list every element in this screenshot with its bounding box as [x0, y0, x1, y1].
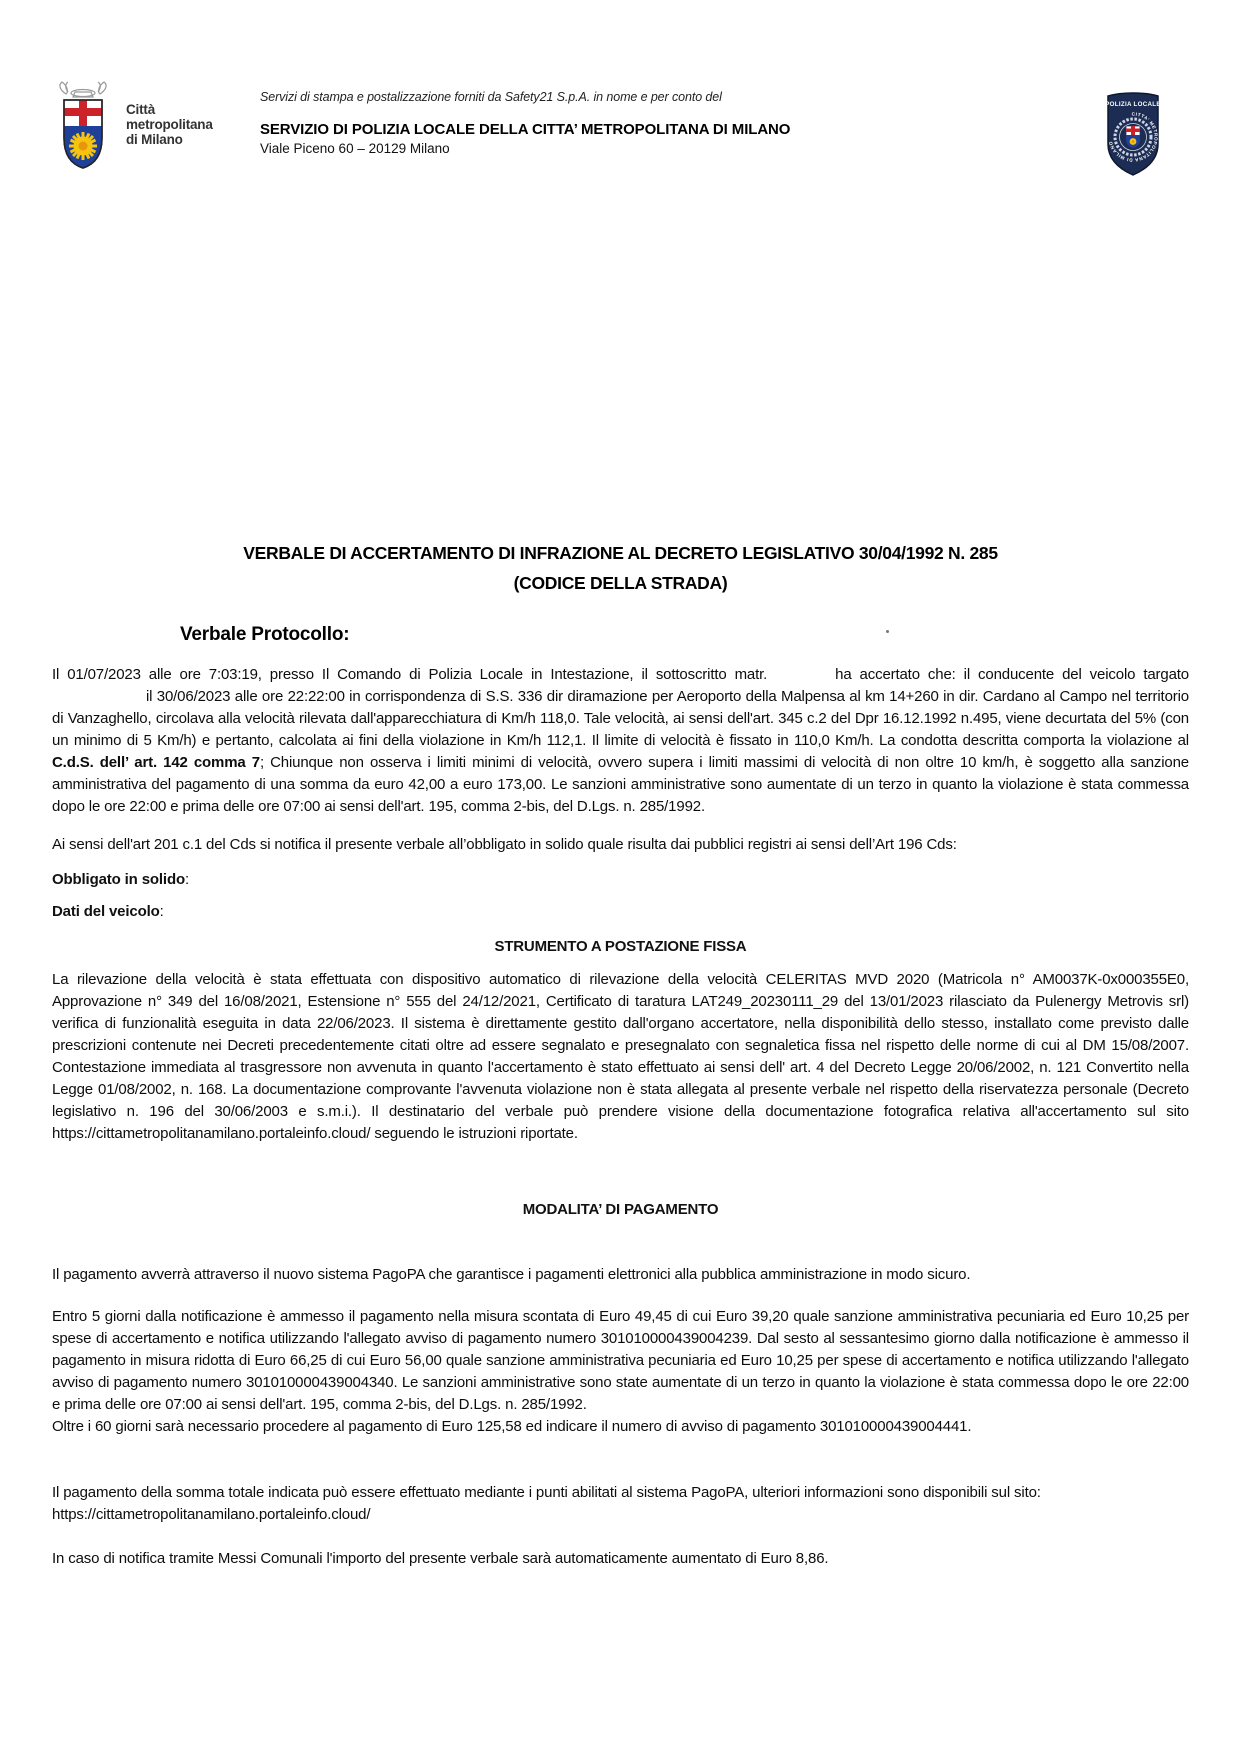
document-title-line1: VERBALE DI ACCERTAMENTO DI INFRAZIONE AL DECRETO LEGISLATIVO 30/04/1992 N. 285	[243, 543, 998, 563]
badge-ring-text: CITTA’ METROPOLITANA DI MILANO	[1107, 111, 1159, 163]
violated-article-bold: C.d.S. dell’ art. 142 comma 7	[52, 754, 260, 771]
logo-line-3: di Milano	[126, 132, 183, 147]
protocol-heading: Verbale Protocollo:	[180, 624, 350, 645]
citta-metropolitana-shield-icon	[52, 80, 114, 172]
messi-comunali-note: In caso di notifica tramite Messi Comunali l'importo del presente verbale sarà automaticamente aumentato di Euro 8,86.	[52, 1550, 829, 1567]
veicolo-label: Dati del veicolo	[52, 903, 160, 920]
polizia-locale-badge-icon	[1104, 92, 1162, 176]
badge-top-label: POLIZIA LOCALE	[1105, 101, 1161, 108]
payment-total-paragraph	[52, 1482, 1189, 1526]
document-header	[0, 0, 1241, 172]
pagamento-section-heading: MODALITA’ DI PAGAMENTO	[522, 1201, 719, 1218]
payment-amounts-paragraph: Entro 5 giorni dalla notificazione è ammesso il pagamento nella misura scontata di Euro 49,45 di cui Euro 39,20 quale sanzione amministrativa pecuniaria ed Euro 10,25 per spese di accertamento e notifica utilizzando l'allegato avviso di pagamento numero 301010000439004239. Dal sesto al sessantesimo giorno dalla notificazione è ammesso il pagamento in misura ridotta di Euro 66,25 di cui Euro 56,00 quale sanzione amministrativa pecuniaria ed Euro 10,25 per spese di accertamento e notifica utilizzando l'allegato avviso di pagamento numero 301010000439004340. Le sanzioni amministrative sono state aumentate di un terzo in quanto la violazione è stata commessa dopo le ore 22:00 e prima delle ore 07:00 ai sensi dell'art. 195, comma 2-bis, del D.Lgs. n. 285/1992.	[52, 1308, 1189, 1413]
violation-statement-paragraph	[52, 664, 1189, 818]
badge-center-emblem	[1126, 126, 1140, 148]
logo-line-1: Città	[126, 102, 155, 117]
obbligato-label-line	[52, 871, 1189, 888]
notification-paragraph: Ai sensi dell'art 201 c.1 del Cds si notifica il presente verbale all’obbligato in solido quale risulta dai pubblici registri ai sensi dell’Art 196 Cds:	[52, 836, 957, 853]
violation-part3: il 30/06/2023 alle ore 22:22:00 in corrispondenza di S.S. 336 dir diramazione per Aeroporto della Malpensa al km 14+260 in dir. Cardano al Campo nel territorio di Vanzaghello, circolava alla velocità rilevata dall'apparecchiatura di Km/h 118,0. Tale velocità, ai sensi dell'art. 345 c.2 del Dpr 16.12.1992 n.495, viene decurtata del 5% (con un minimo di 5 Km/h) e pertanto, calcolata ai fini della violazione in Km/h 112,1. Il limite di velocità è fissato in 110,0 Km/h. La condotta descritta comporta la violazione al	[52, 688, 1189, 749]
citta-metropolitana-logo	[52, 86, 260, 172]
payment-info-url: https://cittametropolitanamilano.portaleinfo.cloud/	[52, 1506, 371, 1523]
obbligato-colon: :	[184, 871, 190, 888]
violation-part1: Il 01/07/2023 alle ore 7:03:19, presso Il Comando di Polizia Locale in Intestazione, il sottoscritto matr.	[52, 666, 768, 683]
authority-address: Viale Piceno 60 – 20129 Milano	[260, 141, 450, 156]
document-title-line2: (CODICE DELLA STRADA)	[513, 573, 728, 593]
issuing-authority: SERVIZIO DI POLIZIA LOCALE DELLA CITTA’ METROPOLITANA DI MILANO	[260, 121, 791, 138]
device-description-paragraph: La rilevazione della velocità è stata effettuata con dispositivo automatico di rilevazione della velocità CELERITAS MVD 2020 (Matricola n° AM0037K-0x000355E0, Approvazione n° 349 del 16/08/2021, Estensione n° 555 del 24/12/2021, Certificato di taratura LAT249_20230111_29 del 13/01/2023 rilasciato da Pulenergy Metrovis srl) verifica di funzionalità eseguita in data 22/06/2023. Il sistema è direttamente gestito dall'organo accertatore, nella disponibilità dello stesso, installato come previsto dalle prescrizioni contenute nei Decreti precedentemente citati oltre ad essere segnalato e presegnalato con segnaletica fissa nel rispetto delle norme di cui al DM 15/08/2007. Contestazione immediata al trasgressore non avvenuta in quanto l'accertamento è stato effettuato ai sensi dell' art. 4 del Decreto Legge 20/06/2002, n. 121 Convertito nella Legge 01/08/2002, n. 168. La documentazione comprovante l'avvenuta violazione non è stata allegata al presente verbale nel rispetto della riservatezza personale (Decreto legislativo n. 196 del 30/06/2003 e s.m.i.). Il destinatario del verbale può prendere visione della documentazione fotografica relativa all'accertamento sul sito https://cittametropolitanamilano.portaleinfo.cloud/ seguendo le istruzioni riportate.	[52, 971, 1189, 1142]
pagopa-intro-paragraph: Il pagamento avverrà attraverso il nuovo sistema PagoPA che garantisce i pagamenti elettronici alla pubblica amministrazione in modo sicuro.	[52, 1266, 971, 1283]
service-provider-line: Servizi di stampa e postalizzazione forniti da Safety21 S.p.A. in nome e per conto del	[260, 90, 722, 104]
logo-line-2: metropolitana	[126, 117, 213, 132]
scan-artifact-dot	[886, 630, 889, 633]
citta-metropolitana-wordmark	[126, 102, 213, 147]
obbligato-label: Obbligato in solido	[52, 871, 185, 888]
header-text-block	[260, 86, 1189, 156]
violation-part2: ha accertato che: il conducente del veicolo targato	[835, 666, 1189, 683]
document-title	[52, 538, 1189, 598]
payment-total-text: Il pagamento della somma totale indicata può essere effettuato mediante i punti abilitati al sistema PagoPA, ulteriori informazioni sono disponibili sul sito:	[52, 1484, 1041, 1501]
violation-part4: ; Chiunque non osserva i limiti minimi di velocità, ovvero supera i limiti massimi di velocità di non oltre 10 km/h, è soggetto alla sanzione amministrativa del pagamento di una somma da euro 42,00 a euro 173,00. Le sanzioni amministrative sono aumentate di un terzo in quanto la violazione è stata commessa dopo le ore 22:00 e prima delle ore 07:00 ai sensi dell'art. 195, comma 2-bis, del D.Lgs. n. 285/1992.	[52, 754, 1189, 815]
payment-over-60-days-line: Oltre i 60 giorni sarà necessario procedere al pagamento di Euro 125,58 ed indicare il numero di avviso di pagamento 301010000439004441.	[52, 1418, 972, 1435]
polizia-locale-badge	[1104, 92, 1162, 181]
strumento-section-heading: STRUMENTO A POSTAZIONE FISSA	[494, 938, 747, 955]
veicolo-label-line	[52, 903, 1189, 920]
veicolo-colon: :	[159, 903, 164, 920]
sun-icon	[69, 132, 97, 160]
crown-ornament-icon	[60, 82, 106, 97]
